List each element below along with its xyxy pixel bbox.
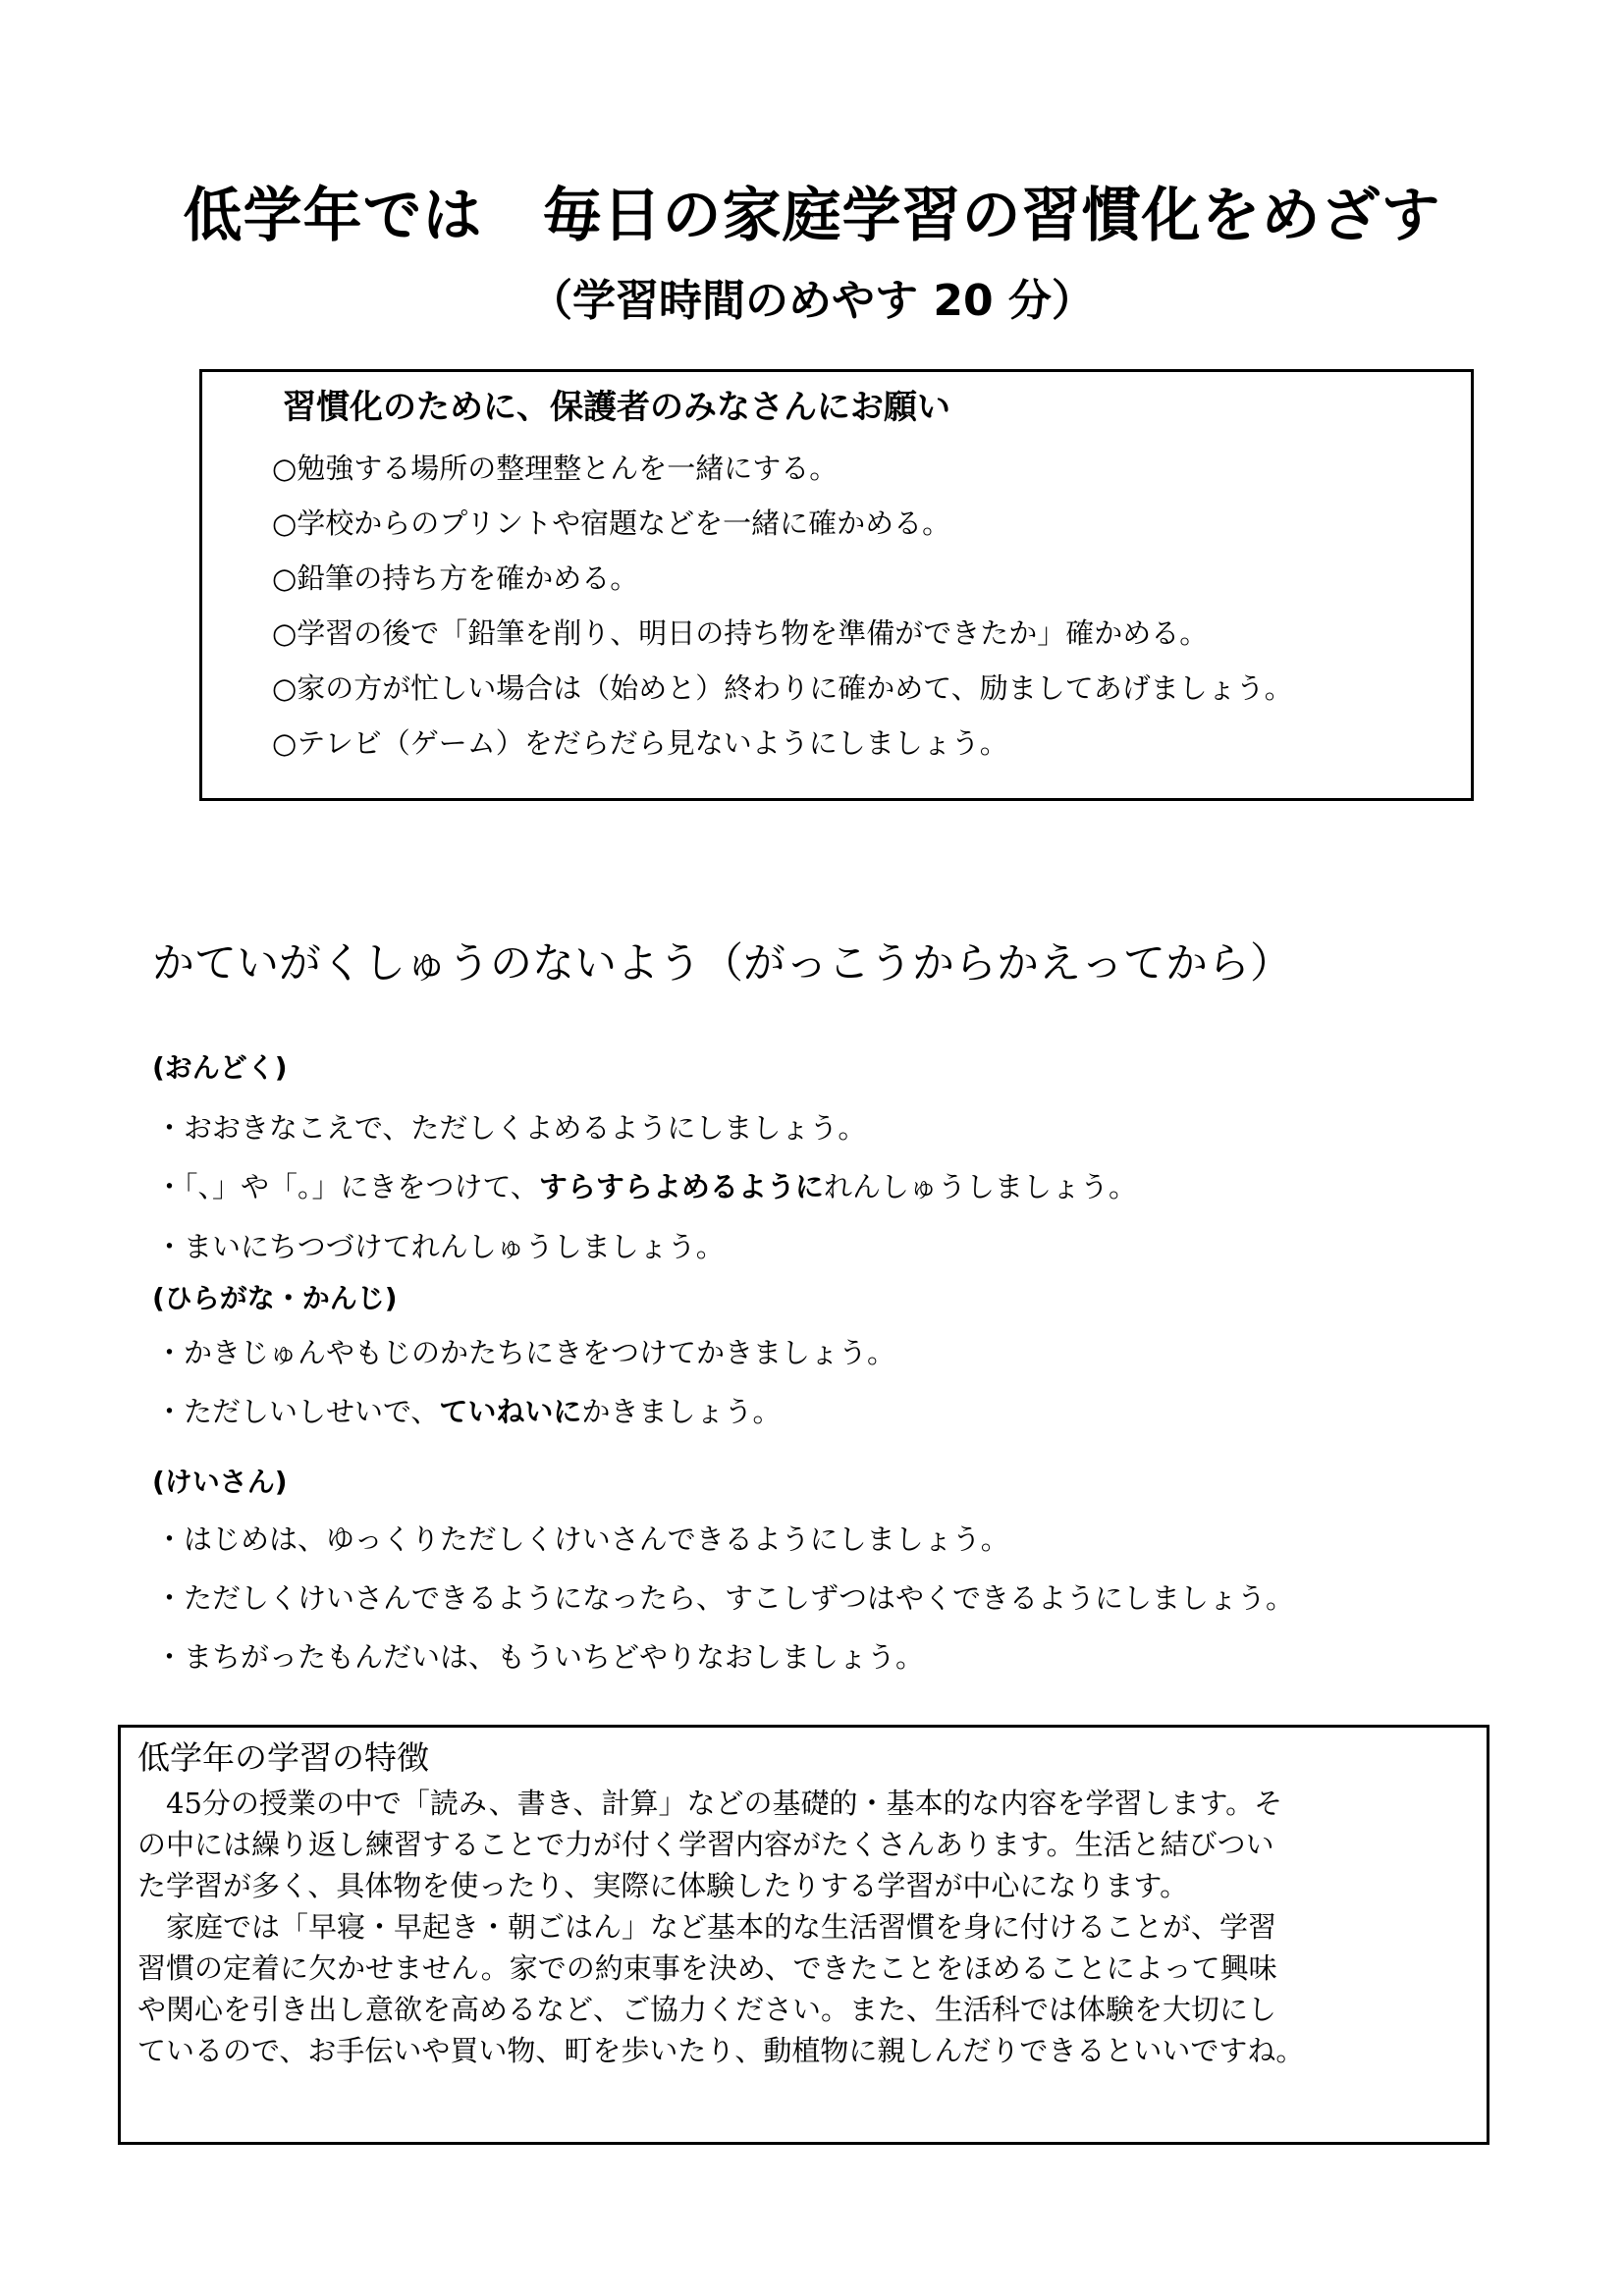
request-item: ○家の方が忙しい場合は（始めと）終わりに確かめて、励ましてあげましょう。 [272,671,1293,705]
content-title: かていがくしゅうのないよう（がっこうからかえってから） [152,939,1292,988]
features-line: た学習が多く、具体物を使ったり、実際に体験したりする学習が中心になります。 [137,1869,1189,1902]
hiragana-item: ・かきじゅんやもじのかたちにきをつけてかきましょう。 [155,1336,896,1369]
hiragana-item-text: かきましょう。 [581,1395,782,1428]
features-line: 習慣の定着に欠かせません。家での約束事を決め、できたことをほめることによって興味 [137,1951,1277,1985]
request-item: ○鉛筆の持ち方を確かめる。 [272,561,639,595]
features-line: の中には繰り返し練習することで力が付く学習内容がたくさんあります。生活と結びつい [137,1828,1274,1861]
section-heading-ondoku: (おんどく) [152,1051,288,1084]
ondoku-item-text: ・「、」や「。」にきをつけて、 [155,1170,539,1203]
hiragana-item-emphasis: ていねいに [439,1395,582,1428]
features-body [137,1783,1304,2071]
features-line: ているので、お手伝いや買い物、町を歩いたり、動植物に親しんだりできるといいですね。 [137,2034,1305,2067]
request-item: ○学校からのプリントや宿題などを一緒に確かめる。 [272,507,951,540]
keisan-item: ・まちがったもんだいは、もういちどやりなおしましょう。 [155,1640,925,1674]
features-title: 低学年の学習の特徴 [137,1738,429,1777]
ondoku-item-text: れんしゅうしましょう。 [823,1170,1137,1203]
page-title: 低学年では 毎日の家庭学習の習慣化をめざす [183,182,1441,250]
keisan-item: ・ただしくけいさんできるようになったら、すこしずつはやくできるようにしましょう。 [155,1581,1295,1615]
request-box [199,369,1474,801]
ondoku-item: ・まいにちつづけてれんしゅうしましょう。 [155,1230,725,1263]
features-line: 45分の授業の中で「読み、書き、計算」などの基礎的・基本的な内容を学習します。そ [137,1787,1283,1820]
ondoku-item [155,1166,1137,1207]
section-heading-keisan: (けいさん) [152,1466,288,1498]
request-heading: 習慣化のために、保護者のみなさんにお願い [283,388,950,427]
hiragana-item-text: ・ただしいしせいで、 [155,1395,440,1428]
keisan-item: ・はじめは、ゆっくりただしくけいさんできるようにしましょう。 [155,1522,1009,1556]
section-heading-hiragana: (ひらがな・かんじ) [152,1282,398,1314]
request-item: ○学習の後で「鉛筆を削り、明日の持ち物を準備ができたか」確かめる。 [272,616,1209,650]
features-line: 家庭では「早寝・早起き・朝ごはん」など基本的な生活習慣を身に付けることが、学習 [137,1910,1277,1944]
ondoku-item-emphasis: すらすらよめるように [538,1170,824,1203]
ondoku-item: ・おおきなこえで、ただしくよめるようにしましょう。 [155,1111,867,1145]
page-subtitle: （学習時間のめやす 20 分） [529,276,1095,326]
request-item: ○勉強する場所の整理整とんを一緒にする。 [272,452,839,485]
features-line: や関心を引き出し意欲を高めるなど、ご協力ください。また、生活科では体験を大切にし [137,1993,1277,2026]
request-list [272,441,1293,771]
request-item: ○テレビ（ゲーム）をだらだら見ないようにしましょう。 [272,726,1008,760]
hiragana-item [155,1391,781,1432]
features-box [118,1725,1489,2145]
